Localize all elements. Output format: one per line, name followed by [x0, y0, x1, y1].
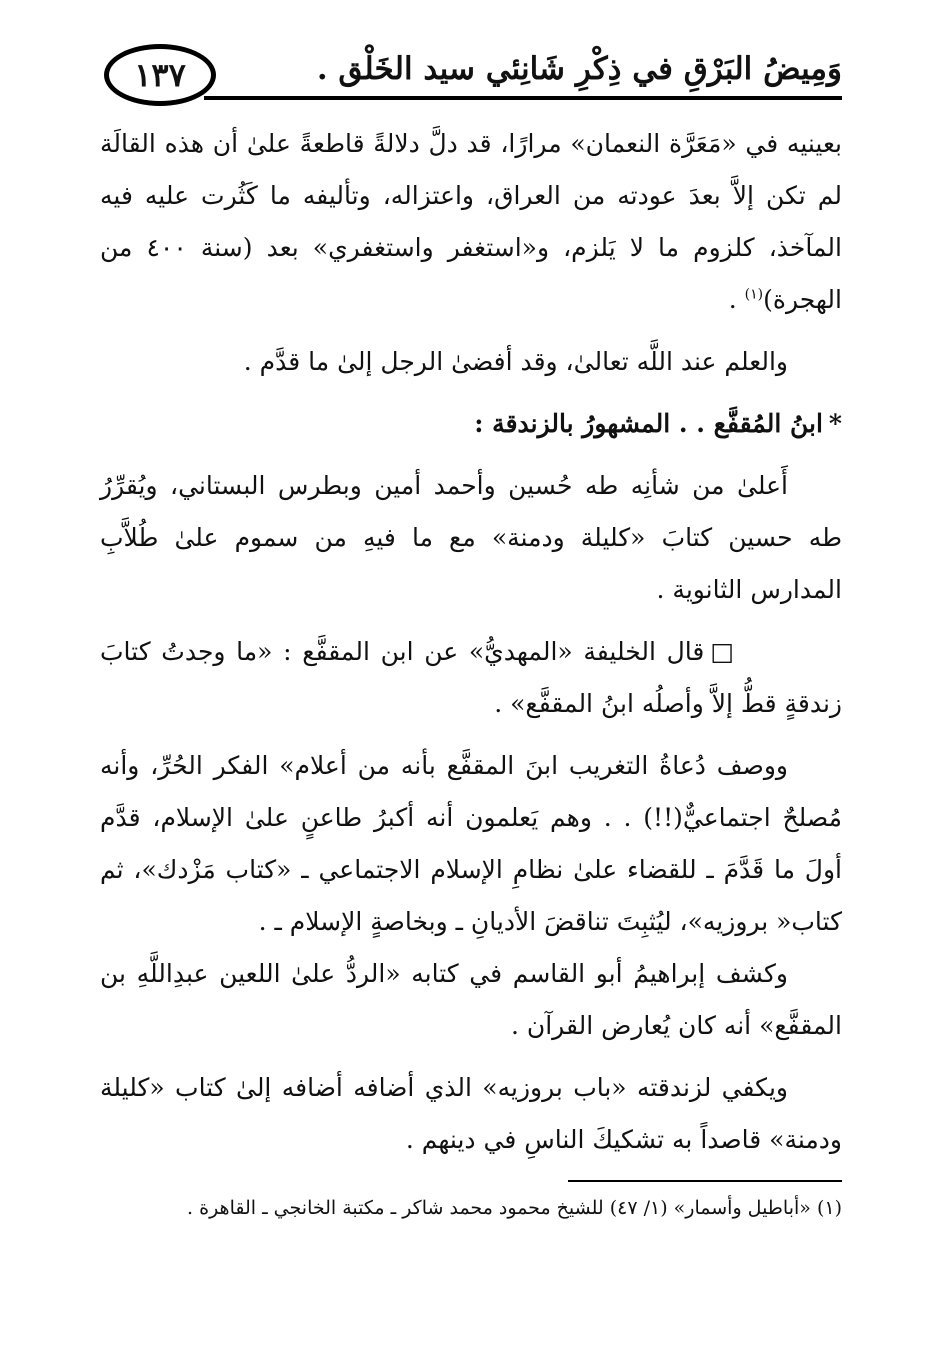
asterisk-icon: * [828, 409, 842, 438]
section-heading-text: ابنُ المُقفَّع . . المشهورُ بالزندقة : [474, 409, 823, 438]
paragraph-7: ويكفي لزندقته «باب بروزيه» الذي أضافه أضافه إلىٰ كتاب «كليلة ودمنة» قاصداً به تشكيكَ الناسِ في دينهم . [100, 1073, 842, 1154]
square-marker-icon: □ [710, 637, 734, 666]
paragraph-1-end: . [728, 285, 745, 314]
paragraph-3: أَعلىٰ من شأنِه طه حُسين وأحمد أمين وبطرس البستاني، ويُقرِّرُ طه حسين كتابَ «كليلة ودمنة» مع ما فيهِ من سموم علىٰ طُلاَّبِ المدارس الثانوية . [100, 471, 842, 604]
footnote-rule [568, 1180, 842, 1182]
paragraph-4 [100, 626, 842, 730]
paragraph-1-text: بعينيه في «مَعَرَّة النعمان» مرارًا، قد دلَّ دلالةً قاطعةً علىٰ أن هذه القالَة لم تكن إلاَّ بعدَ عودته من العراق، واعتزاله، وتأليفه ما كَثُرت عليه فيه المآخذ، كلزوم ما لا يَلزم، و«استغفر واستغفري» بعد (سنة ٤٠٠ من الهجرة) [100, 129, 842, 314]
footnote: (١) «أباطيل وأسمار» (١/ ٤٧) للشيخ محمود محمد شاكر ـ مكتبة الخانجي ـ القاهرة . [187, 1197, 842, 1219]
section-heading [100, 398, 842, 450]
header-rule [204, 96, 842, 100]
paragraph-1 [100, 118, 842, 326]
page-header [100, 36, 842, 108]
paragraph-4-text: قال الخليفة «المهديُّ» عن ابن المقفَّع : «ما وجدتُ كتابَ زندقةٍ قطُّ إلاَّ وأصلُه ابنُ المقفَّع» . [100, 637, 842, 718]
footnote-ref: (١) [744, 286, 764, 303]
main-text [100, 118, 842, 1166]
running-title: وَمِيضُ البَرْقِ في ذِكْرِ شَانِئي سيد الخَلْق . [316, 51, 842, 87]
paragraph-5: ووصف دُعاةُ التغريب ابنَ المقفَّع بأنه من أعلام» الفكر الحُرِّ، وأنه مُصلحٌ اجتماعيٌّ(!!) . . وهم يَعلمون أنه أكبرُ طاعنٍ علىٰ الإسلام، قدَّم أولَ ما قَدَّمَ ـ للقضاء علىٰ نظامِ الإسلام الاجتماعي ـ «كتاب مَزْدك»، ثم كتاب« بروزيه»، ليُثبِتَ تناقضَ الأديانِ ـ وبخاصةٍ الإسلام ـ . [100, 751, 842, 936]
paragraph-6: وكشف إبراهيمُ أبو القاسم في كتابه «الردُّ علىٰ اللعين عبدِاللَّهِ بن المقفَّع» أنه كان يُعارض القرآن . [100, 959, 842, 1040]
page-number: ١٣٧ [104, 44, 216, 106]
paragraph-2: والعلم عند اللَّه تعالىٰ، وقد أفضىٰ الرجل إلىٰ ما قدَّم . [243, 347, 788, 376]
